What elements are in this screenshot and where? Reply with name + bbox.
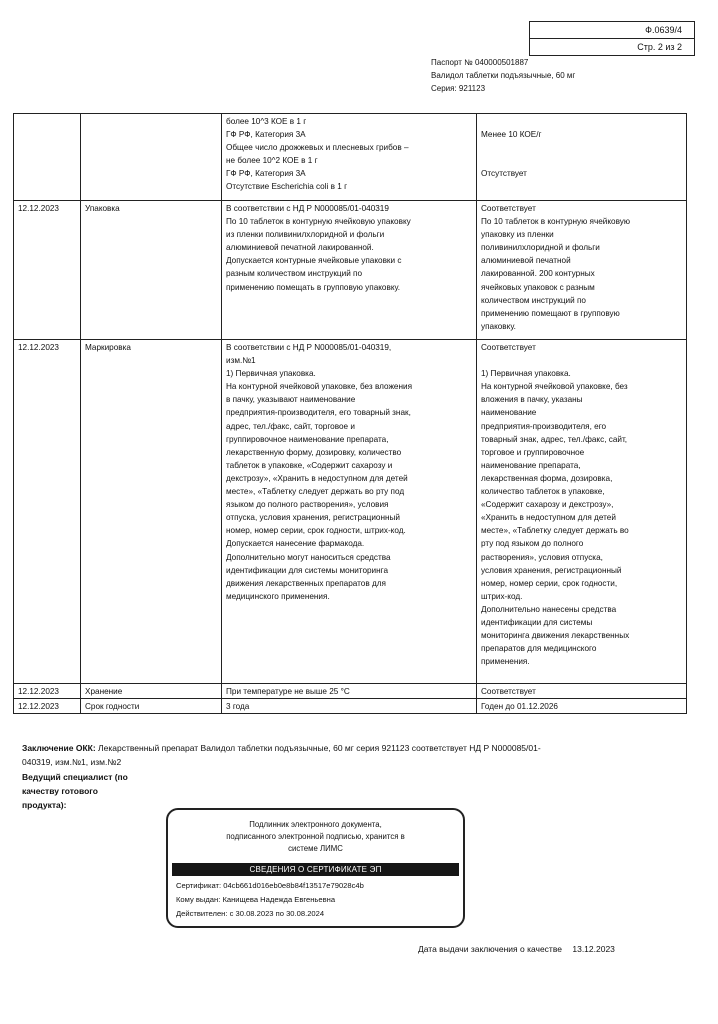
text-line bbox=[481, 354, 682, 367]
text-line: таблеток в упаковке, «Содержит сахарозу и bbox=[226, 460, 393, 470]
text-line: разным количеством инструкций по bbox=[226, 269, 363, 279]
test-name: Маркировка bbox=[81, 340, 222, 684]
test-date: 12.12.2023 bbox=[14, 684, 81, 699]
table-row bbox=[14, 340, 687, 684]
text-line: рту под языком до полного bbox=[481, 539, 584, 549]
conclusion-text: Лекарственный препарат Валидол таблетки подъязычные, 60 мг серия 921123 соответствует НД Р N000085/01-040319, изм.№1, изм.№2 bbox=[22, 743, 541, 767]
text-line: упаковку. bbox=[481, 321, 516, 331]
qc-conclusion bbox=[22, 741, 542, 769]
text-line: ГФ РФ, Категория 3А bbox=[226, 169, 306, 179]
electronic-signature-stamp bbox=[166, 808, 465, 928]
text-line: номер, номер серии, срок годности, штрих-код. bbox=[226, 526, 406, 536]
owner-label: Кому выдан: bbox=[176, 895, 221, 904]
text-line: По 10 таблеток в контурную ячейковую bbox=[481, 217, 631, 227]
issue-date-value: 13.12.2023 bbox=[572, 944, 615, 954]
text-line: Соответствует bbox=[481, 343, 536, 352]
test-date: 12.12.2023 bbox=[14, 201, 81, 340]
table-row bbox=[14, 684, 687, 699]
text-line: Дополнительно нанесены средства bbox=[481, 604, 617, 614]
text-line: 1) Первичная упаковка. bbox=[226, 369, 316, 379]
text-line: «Содержит сахарозу и декстрозу», bbox=[481, 500, 614, 510]
text-line: изм.№1 bbox=[226, 356, 256, 366]
test-name bbox=[81, 114, 222, 201]
text-line: Допускается контурные ячейковые упаковки с bbox=[226, 256, 402, 266]
test-name: Упаковка bbox=[81, 201, 222, 340]
text-line: в пачку, указывают наименование bbox=[226, 395, 356, 405]
passport-header bbox=[431, 56, 575, 95]
result-cell: Годен до 01.12.2026 bbox=[477, 699, 687, 714]
text-line: Общее число дрожжевых и плесневых грибов – bbox=[226, 143, 409, 153]
text-line: лекарственная форма, дозировка, bbox=[481, 473, 613, 483]
text-line: применения. bbox=[481, 657, 530, 667]
text-line: лекарственную форму, дозировку, количество bbox=[226, 447, 402, 457]
text-line bbox=[481, 180, 682, 193]
table-row bbox=[14, 114, 687, 201]
test-date bbox=[14, 114, 81, 201]
result-cell bbox=[477, 340, 687, 684]
stamp-line: Подлинник электронного документа, bbox=[249, 820, 382, 829]
text-line: лакированной. 200 контурных bbox=[481, 269, 595, 279]
text-line: языком до полного растворения», условия bbox=[226, 500, 389, 510]
requirement-cell: 3 года bbox=[222, 699, 477, 714]
text-line: растворения», условия отпуска, bbox=[481, 552, 603, 562]
text-line: наименование bbox=[481, 408, 537, 418]
text-line: группировочное наименование препарата, bbox=[226, 434, 389, 444]
requirement-cell bbox=[222, 201, 477, 340]
text-line: более 10^3 КОЕ в 1 г bbox=[226, 117, 307, 126]
text-line: декстрозу», «Хранить в недоступном для детей bbox=[226, 473, 408, 483]
text-line: ячейковых упаковок с разным bbox=[481, 282, 595, 292]
text-line: количеством инструкций по bbox=[481, 295, 586, 305]
text-line: препаратов для медицинского bbox=[481, 644, 597, 654]
stamp-cert-row bbox=[176, 881, 364, 890]
text-line: По 10 таблеток в контурную ячейковую упаковку bbox=[226, 217, 411, 227]
result-cell bbox=[477, 201, 687, 340]
text-line: идентификации для системы bbox=[481, 617, 593, 627]
stamp-cert-bar: СВЕДЕНИЯ О СЕРТИФИКАТЕ ЭП bbox=[172, 863, 459, 876]
text-line: из пленки поливинилхлоридной и фольги bbox=[226, 230, 385, 240]
text-line: идентификации для системы мониторинга bbox=[226, 565, 389, 575]
text-line: торговое и группировочное bbox=[481, 447, 585, 457]
text-line bbox=[481, 115, 682, 128]
page-number: Стр. 2 из 2 bbox=[530, 38, 694, 55]
text-line: штрих-код. bbox=[481, 591, 523, 601]
valid-label: Действителен: bbox=[176, 909, 228, 918]
text-line: «Хранить в недоступном для детей bbox=[481, 513, 616, 523]
cert-value: 04cb661d016eb0e8b84f13517e79028c4b bbox=[223, 881, 364, 890]
text-line: На контурной ячейковой упаковке, без вложения bbox=[226, 382, 413, 392]
passport-number: Паспорт № 040000501887 bbox=[431, 58, 529, 67]
text-line: предприятия-производителя, его bbox=[481, 421, 607, 431]
text-line: 1) Первичная упаковка. bbox=[481, 369, 571, 379]
issue-date-label: Дата выдачи заключения о качестве bbox=[418, 944, 562, 954]
stamp-owner-row bbox=[176, 895, 335, 904]
text-line: Дополнительно могут наноситься средства bbox=[226, 552, 391, 562]
conclusion-label: Заключение ОКК: bbox=[22, 743, 96, 753]
test-results-table bbox=[13, 113, 687, 714]
issue-date bbox=[418, 944, 615, 954]
text-line: алюминиевой печатной bbox=[481, 256, 571, 266]
stamp-line: системе ЛИМС bbox=[288, 844, 343, 853]
text-line bbox=[481, 141, 682, 154]
text-line: В соответствии с НД Р N000085/01-040319 bbox=[226, 204, 389, 213]
stamp-line: подписанного электронной подписью, хранится в bbox=[226, 832, 405, 841]
text-line: В соответствии с НД Р N000085/01-040319, bbox=[226, 343, 392, 352]
specialist-line: Ведущий специалист (по bbox=[22, 772, 128, 782]
stamp-valid-row bbox=[176, 909, 324, 918]
text-line: адрес, тел./факс, сайт, торговое и bbox=[226, 421, 355, 431]
valid-value: с 30.08.2023 по 30.08.2024 bbox=[229, 909, 325, 918]
product-name: Валидол таблетки подъязычные, 60 мг bbox=[431, 71, 576, 80]
text-line: Допускается нанесение фармакода. bbox=[226, 539, 365, 549]
requirement-cell: При температуре не выше 25 °С bbox=[222, 684, 477, 699]
result-cell bbox=[477, 114, 687, 201]
text-line: месте», «Таблетку следует держать во bbox=[481, 526, 629, 536]
form-code: Ф.0639/4 bbox=[645, 25, 682, 35]
requirement-cell bbox=[222, 114, 477, 201]
text-line: номер, номер серии, срок годности, bbox=[481, 578, 618, 588]
text-line: месте», «Таблетку следует держать во рту под bbox=[226, 487, 405, 497]
specialist-line: продукта): bbox=[22, 800, 67, 810]
test-date: 12.12.2023 bbox=[14, 340, 81, 684]
text-line: товарный знак, адрес, тел./факс, сайт, bbox=[481, 434, 628, 444]
text-line: количество таблеток в упаковке, bbox=[481, 487, 605, 497]
test-name: Срок годности bbox=[81, 699, 222, 714]
text-line: предприятия-производителя, его товарный знак, bbox=[226, 408, 411, 418]
test-name: Хранение bbox=[81, 684, 222, 699]
text-line: ГФ РФ, Категория 3А bbox=[226, 130, 306, 140]
table-row bbox=[14, 201, 687, 340]
text-line: движения лекарственных препаратов для bbox=[226, 578, 386, 588]
text-line: мониторинга движения лекарственных bbox=[481, 631, 630, 641]
text-line: На контурной ячейковой упаковке, без bbox=[481, 382, 628, 392]
text-line: Отсутствует bbox=[481, 169, 527, 179]
text-line: поливинилхлоридной и фольги bbox=[481, 243, 600, 253]
requirement-cell bbox=[222, 340, 477, 684]
result-cell: Соответствует bbox=[477, 684, 687, 699]
cert-label: Сертификат: bbox=[176, 881, 222, 890]
text-line: алюминиевой печатной лакированной. bbox=[226, 243, 374, 253]
text-line: упаковку из пленки bbox=[481, 230, 554, 240]
test-date: 12.12.2023 bbox=[14, 699, 81, 714]
text-line: медицинского применения. bbox=[226, 591, 330, 601]
text-line: не более 10^2 КОЕ в 1 г bbox=[226, 156, 318, 166]
specialist-label bbox=[22, 770, 128, 812]
batch-number: Серия: 921123 bbox=[431, 84, 486, 93]
text-line: Менее 10 КОЕ/г bbox=[481, 130, 542, 140]
text-line: Отсутствие Escherichia coli в 1 г bbox=[226, 182, 348, 192]
text-line bbox=[481, 154, 682, 167]
text-line: применению помещать в групповую упаковку. bbox=[226, 282, 401, 292]
stamp-header bbox=[168, 819, 463, 855]
text-line: отпуска, условия хранения, регистрационный bbox=[226, 513, 400, 523]
table-row bbox=[14, 699, 687, 714]
form-code-box bbox=[529, 21, 695, 56]
specialist-line: качеству готового bbox=[22, 786, 98, 796]
text-line: Соответствует bbox=[481, 204, 536, 213]
text-line: вложения в пачку, указаны bbox=[481, 395, 583, 405]
owner-value: Канищева Надежда Евгеньевна bbox=[222, 895, 336, 904]
text-line: применению помещают в групповую bbox=[481, 308, 620, 318]
text-line: наименование препарата, bbox=[481, 460, 581, 470]
text-line: условия хранения, регистрационный bbox=[481, 565, 622, 575]
